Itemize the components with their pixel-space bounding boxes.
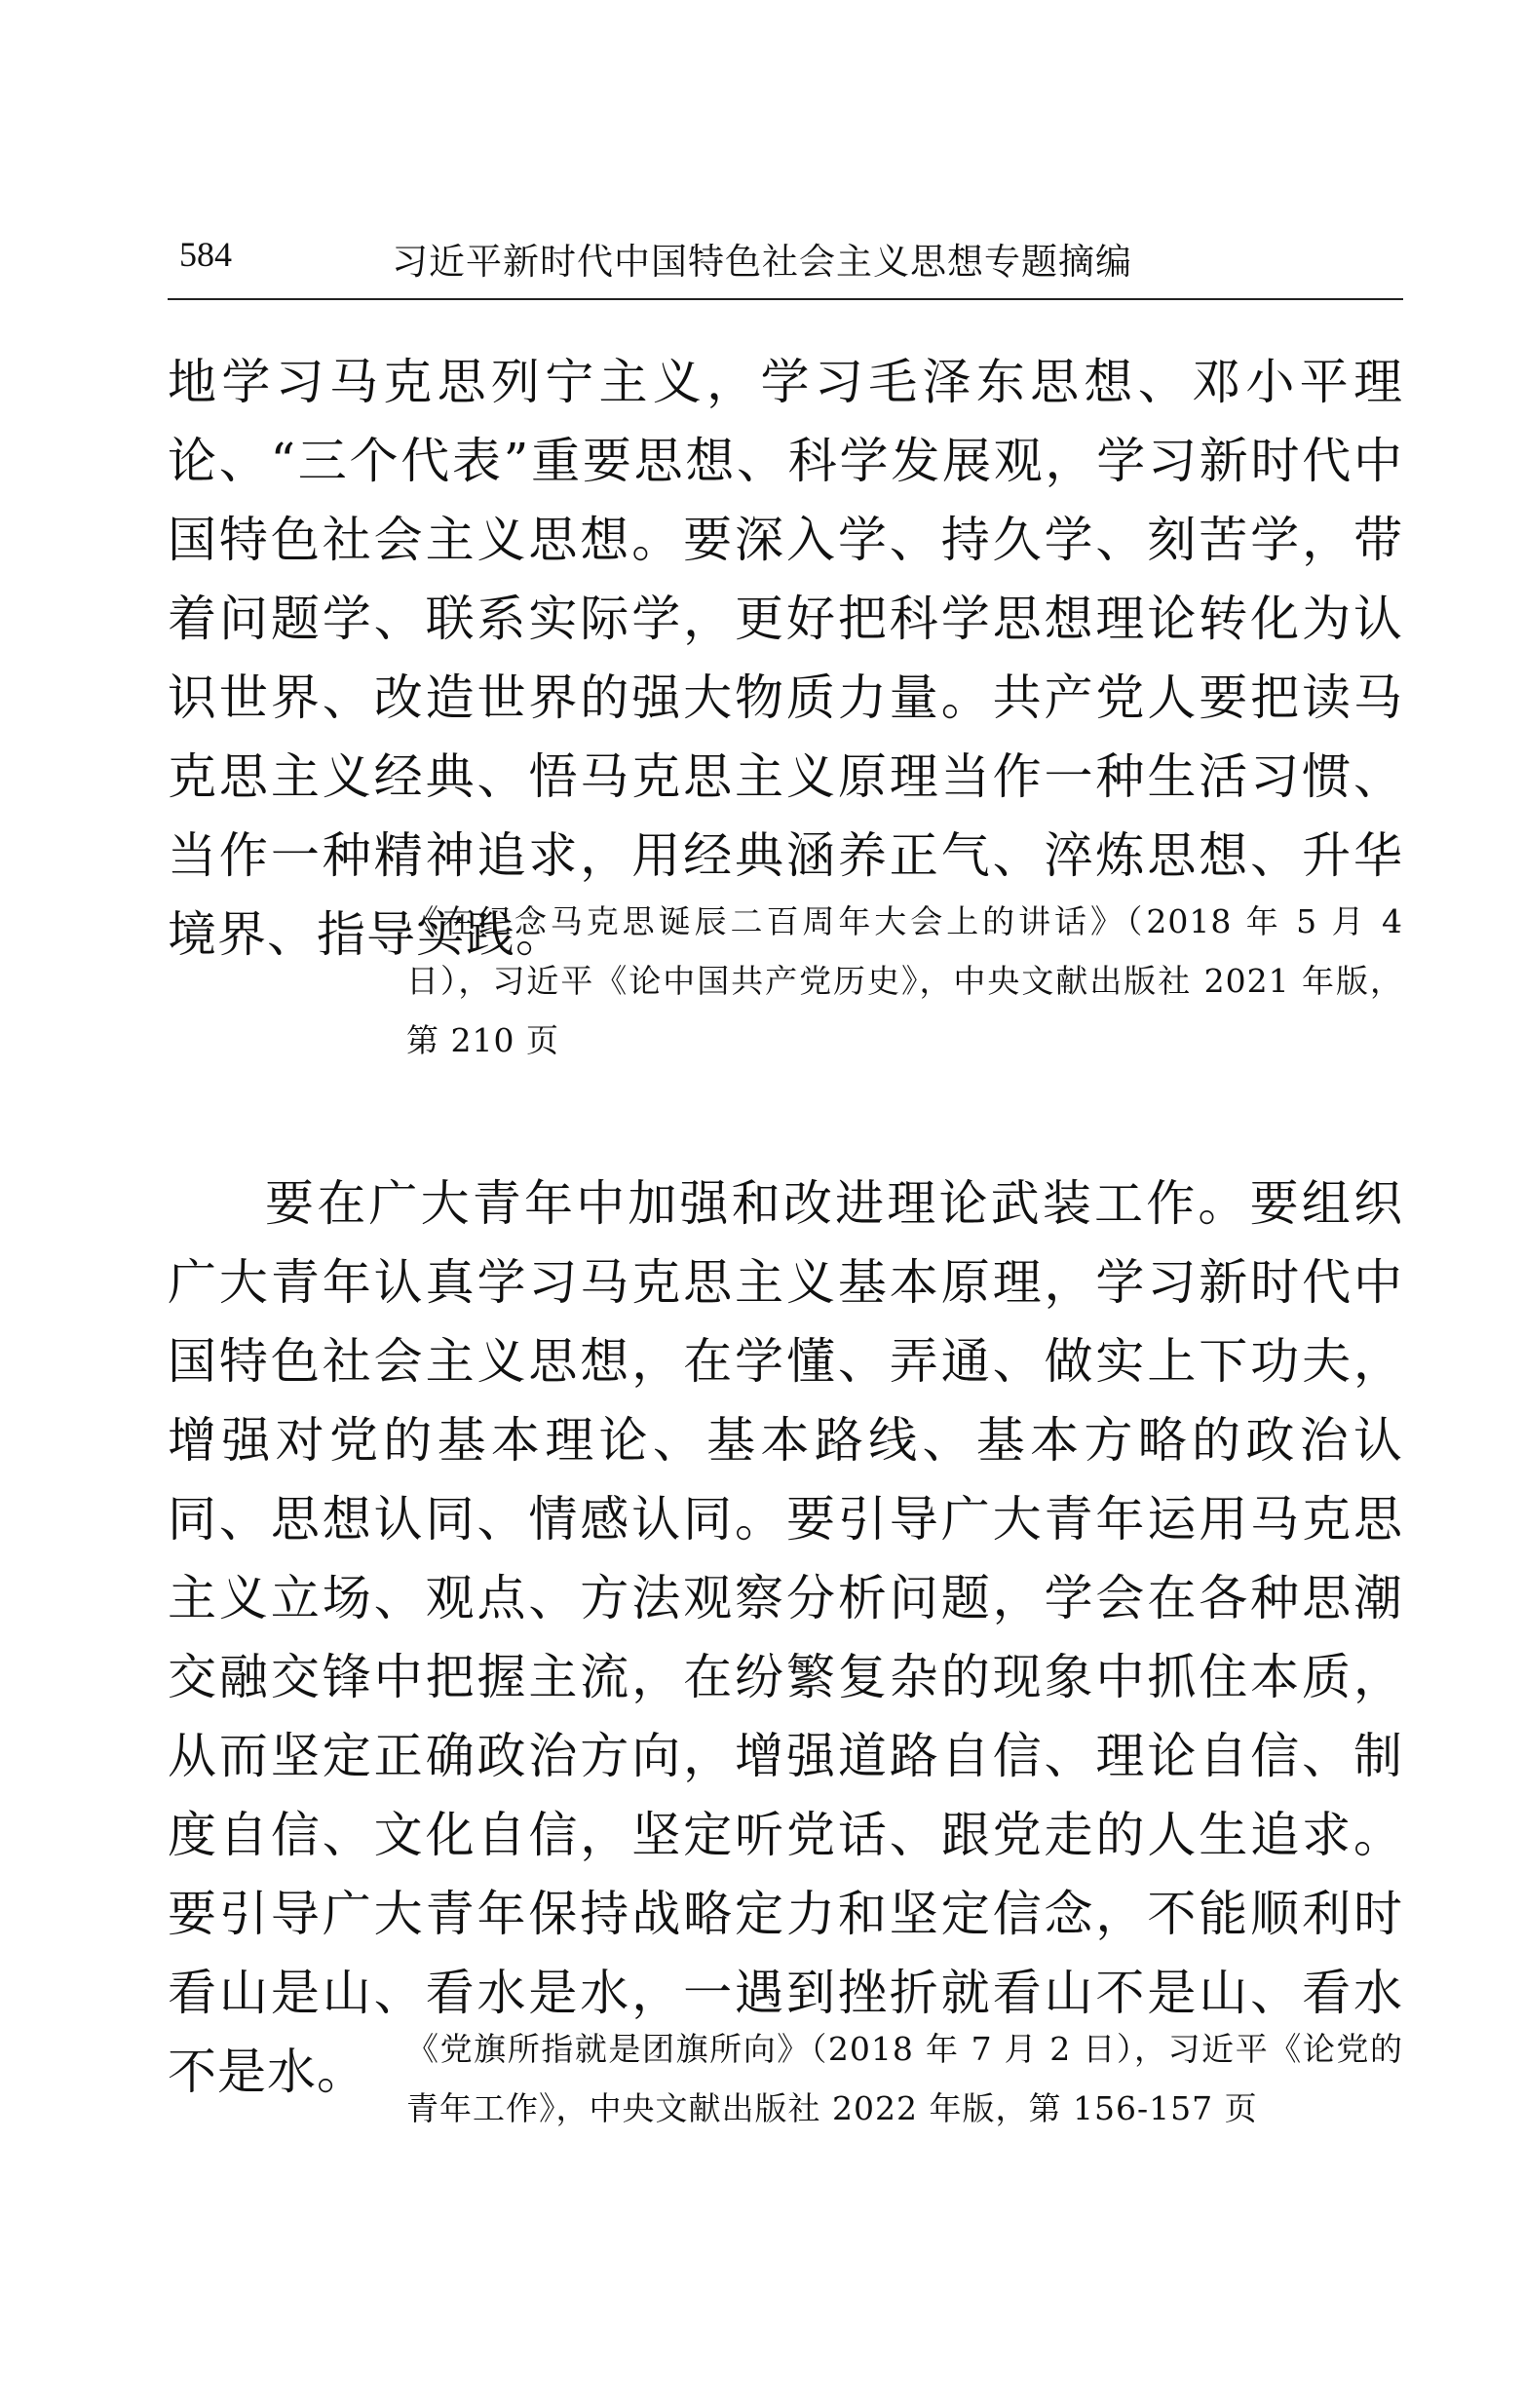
running-title: 习近平新时代中国特色社会主义思想专题摘编	[392, 241, 1132, 283]
excerpt-paragraph: 要在广大青年中加强和改进理论武装工作。要组织广大青年认真学习马克思主义基本原理，学习新时代中国特色社会主义思想，在学懂、弄通、做实上下功夫，增强对党的基本理论、基本路线、基本方略的政治认同、思想认同、情感认同。要引导广大青年运用马克思主义立场、观点、方法观察分析问题，学会在各种思潮交融交锋中把握主流，在纷繁复杂的现象中抓住本质，从而坚定正确政治方向，增强道路自信、理论自信、制度自信、文化自信，坚定听党话、跟党走的人生追求。要引导广大青年保持战略定力和坚定信念，不能顺利时看山是山、看水是水，一遇到挫折就看山不是山、看水不是水。	[168, 1175, 1403, 2100]
page-header	[168, 226, 1403, 300]
excerpt-paragraph: 地学习马克思列宁主义，学习毛泽东思想、邓小平理论、“三个代表”重要思想、科学发展观，学习新时代中国特色社会主义思想。要深入学、持久学、刻苦学，带着问题学、联系实际学，更好把科学思想理论转化为认识世界、改造世界的强大物质力量。共产党人要把读马克思主义经典、悟马克思主义原理当作一种生活习惯、当作一种精神追求，用经典涵养正气、淬炼思想、升华境界、指导实践。	[168, 354, 1403, 963]
page-number: 584	[179, 235, 232, 274]
excerpt-source: 《在纪念马克思诞辰二百周年大会上的讲话》（2018 年 5 月 4 日），习近平《论中国共产党历史》，中央文献出版社 2021 年版，第 210 页	[406, 902, 1403, 1059]
excerpt-source: 《党旗所指就是团旗所向》（2018 年 7 月 2 日），习近平《论党的青年工作》，中央文献出版社 2022 年版，第 156-157 页	[406, 2030, 1403, 2127]
